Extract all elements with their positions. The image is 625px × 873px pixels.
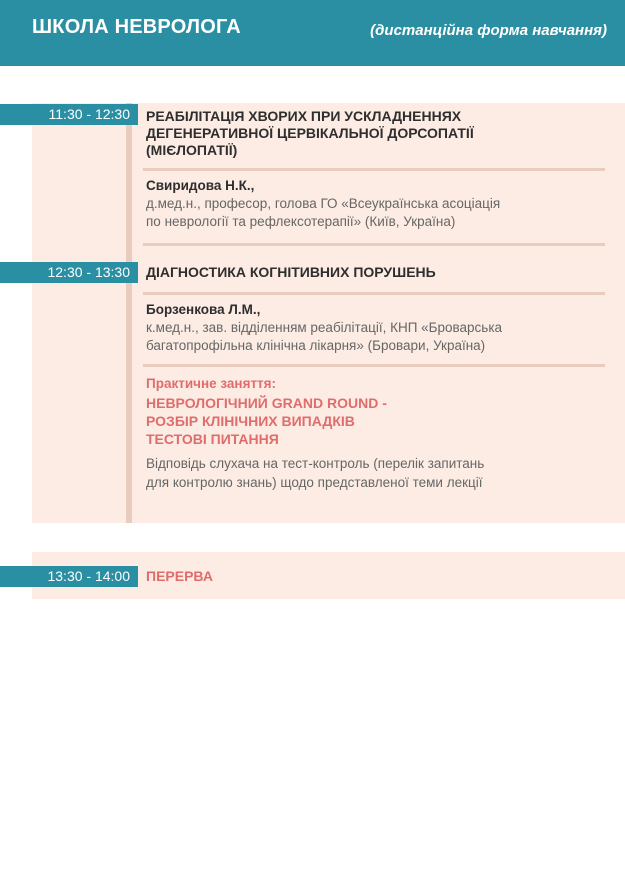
- practice-description-line: Відповідь слухача на тест-контроль (перелік запитань: [146, 456, 485, 471]
- page-subtitle: (дистанційна форма навчання): [370, 22, 607, 39]
- page-title: ШКОЛА НЕВРОЛОГА: [32, 16, 241, 38]
- session-title-line: (МІЄЛОПАТІЇ): [146, 142, 238, 158]
- practice-title-line: ТЕСТОВІ ПИТАННЯ: [146, 431, 279, 447]
- practice-title-line: РОЗБІР КЛІНІЧНИХ ВИПАДКІВ: [146, 413, 355, 429]
- section-divider: [143, 364, 605, 367]
- speaker-info-line: к.мед.н., зав. відділенням реабілітації, КНП «Броварська: [146, 320, 503, 335]
- section-divider: [143, 168, 605, 171]
- section-divider: [143, 292, 605, 295]
- session-time: 11:30 - 12:30: [0, 104, 138, 125]
- practice-title-line: НЕВРОЛОГІЧНИЙ GRAND ROUND -: [146, 395, 387, 411]
- speaker-name: Борзенкова Л.М.,: [146, 302, 261, 317]
- section-divider: [143, 243, 605, 246]
- practice-description: [146, 454, 586, 492]
- timeline-divider: [126, 103, 132, 523]
- practice-title: [146, 394, 566, 448]
- session-title: [146, 264, 586, 281]
- speaker-info: [146, 319, 566, 355]
- session-title-line: ДІАГНОСТИКА КОГНІТИВНИХ ПОРУШЕНЬ: [146, 264, 436, 280]
- session-title-line: РЕАБІЛІТАЦІЯ ХВОРИХ ПРИ УСКЛАДНЕННЯХ: [146, 108, 462, 124]
- session-title-line: ДЕГЕНЕРАТИВНОЇ ЦЕРВІКАЛЬНОЇ ДОРСОПАТІЇ: [146, 125, 474, 141]
- speaker-info: [146, 195, 566, 231]
- break-time: 13:30 - 14:00: [0, 566, 138, 587]
- break-label: ПЕРЕРВА: [146, 568, 213, 584]
- speaker-info-line: д.мед.н., професор, голова ГО «Всеукраїнська асоціація: [146, 196, 501, 211]
- practice-description-line: для контролю знань) щодо представленої теми лекції: [146, 475, 483, 490]
- practice-label: Практичне заняття:: [146, 376, 277, 391]
- session-title: [146, 108, 586, 159]
- page-header: [0, 0, 625, 66]
- session-time: 12:30 - 13:30: [0, 262, 138, 283]
- speaker-info-line: по неврології та рефлексотерапії» (Київ, Україна): [146, 214, 456, 229]
- speaker-info-line: багатопрофільна клінічна лікарня» (Бровари, Україна): [146, 338, 486, 353]
- speaker-name: Свиридова Н.К.,: [146, 178, 255, 193]
